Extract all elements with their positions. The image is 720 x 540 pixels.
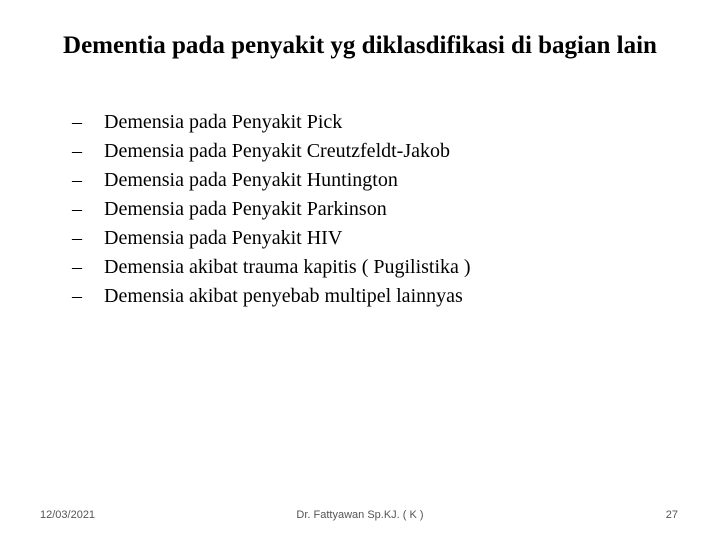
bullet-dash: –: [72, 140, 82, 162]
bullet-dash: –: [72, 285, 82, 307]
bullet-dash: –: [72, 111, 82, 133]
bullet-text: Demensia akibat trauma kapitis ( Pugilistika ): [104, 256, 471, 278]
bullet-text: Demensia akibat penyebab multipel lainnyas: [104, 285, 463, 307]
bullet-dash: –: [72, 198, 82, 220]
bullet-dash: –: [72, 256, 82, 278]
list-item: [72, 137, 471, 166]
bullet-text: Demensia pada Penyakit Creutzfeldt-Jakob: [104, 140, 450, 162]
list-item: [72, 253, 471, 282]
footer-date: 12/03/2021: [40, 509, 96, 521]
bullet-text: Demensia pada Penyakit Huntington: [104, 169, 398, 191]
bullet-dash: –: [72, 227, 82, 249]
list-item: [72, 108, 471, 137]
bullet-text: Demensia pada Penyakit Parkinson: [104, 198, 387, 220]
slide-title: Dementia pada penyakit yg diklasdifikasi di bagian lain: [63, 32, 657, 59]
bullet-list: [72, 108, 471, 311]
list-item: [72, 224, 471, 253]
bullet-dash: –: [72, 169, 82, 191]
list-item: [72, 195, 471, 224]
footer-author: Dr. Fattyawan Sp.KJ. ( K ): [296, 509, 424, 521]
list-item: [72, 282, 471, 311]
footer-page-number: 27: [665, 509, 678, 521]
bullet-text: Demensia pada Penyakit Pick: [104, 111, 343, 133]
list-item: [72, 166, 471, 195]
bullet-text: Demensia pada Penyakit HIV: [104, 227, 343, 249]
